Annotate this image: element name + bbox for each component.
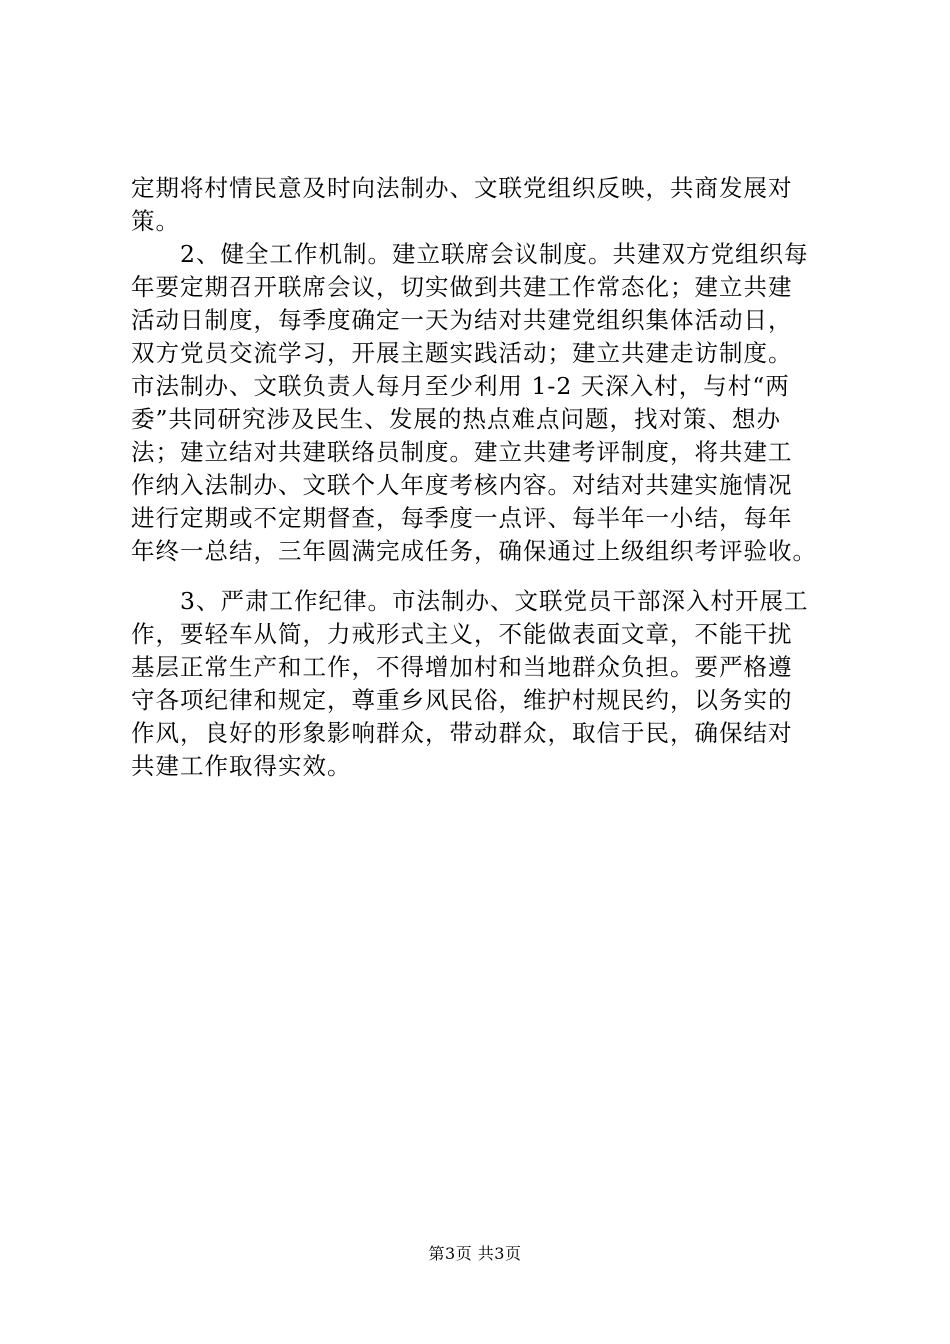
page-number-indicator: 第3页 共3页	[428, 1244, 522, 1263]
paragraph-continuation: 定期将村情民意及时向法制办、文联党组织反映，共商发展对 策。	[131, 174, 793, 235]
paragraph-work-mechanism: 2、健全工作机制。建立联席会议制度。共建双方党组织每 年要定期召开联席会议，切实做到共建工作常态化；建立共建 活动日制度，每季度确定一天为结对共建党组织集体活动日， 双方党员交流学习，开展主题实践活动；建立共建走访制度。 市法制办、文联负责人每月至少利用 1-2 天深入村，与村“两 委”共同研究涉及民生、发展的热点难点问题，找对策、想办 法；建立结对共建联络员制度。建立共建考评制度，将共建工 作纳入法制办、文联个人年度考核内容。对结对共建实施情况 进行定期或不定期督查，每季度一点评、每半年一小结，每年 年终一总结，三年圆满完成任务，确保通过上级组织考评验收。	[131, 240, 817, 565]
document-body	[131, 172, 831, 783]
page-footer	[0, 1243, 950, 1265]
paragraph-work-discipline: 3、严肃工作纪律。市法制办、文联党员干部深入村开展工 作，要轻车从简，力戒形式主义，不能做表面文章，不能干扰 基层正常生产和工作，不得增加村和当地群众负担。要严格遵 守各项纪律和规定，尊重乡风民俗，维护村规民约，以务实的 作风，良好的形象影响群众，带动群众，取信于民，确保结对 共建工作取得实效。	[131, 587, 809, 780]
